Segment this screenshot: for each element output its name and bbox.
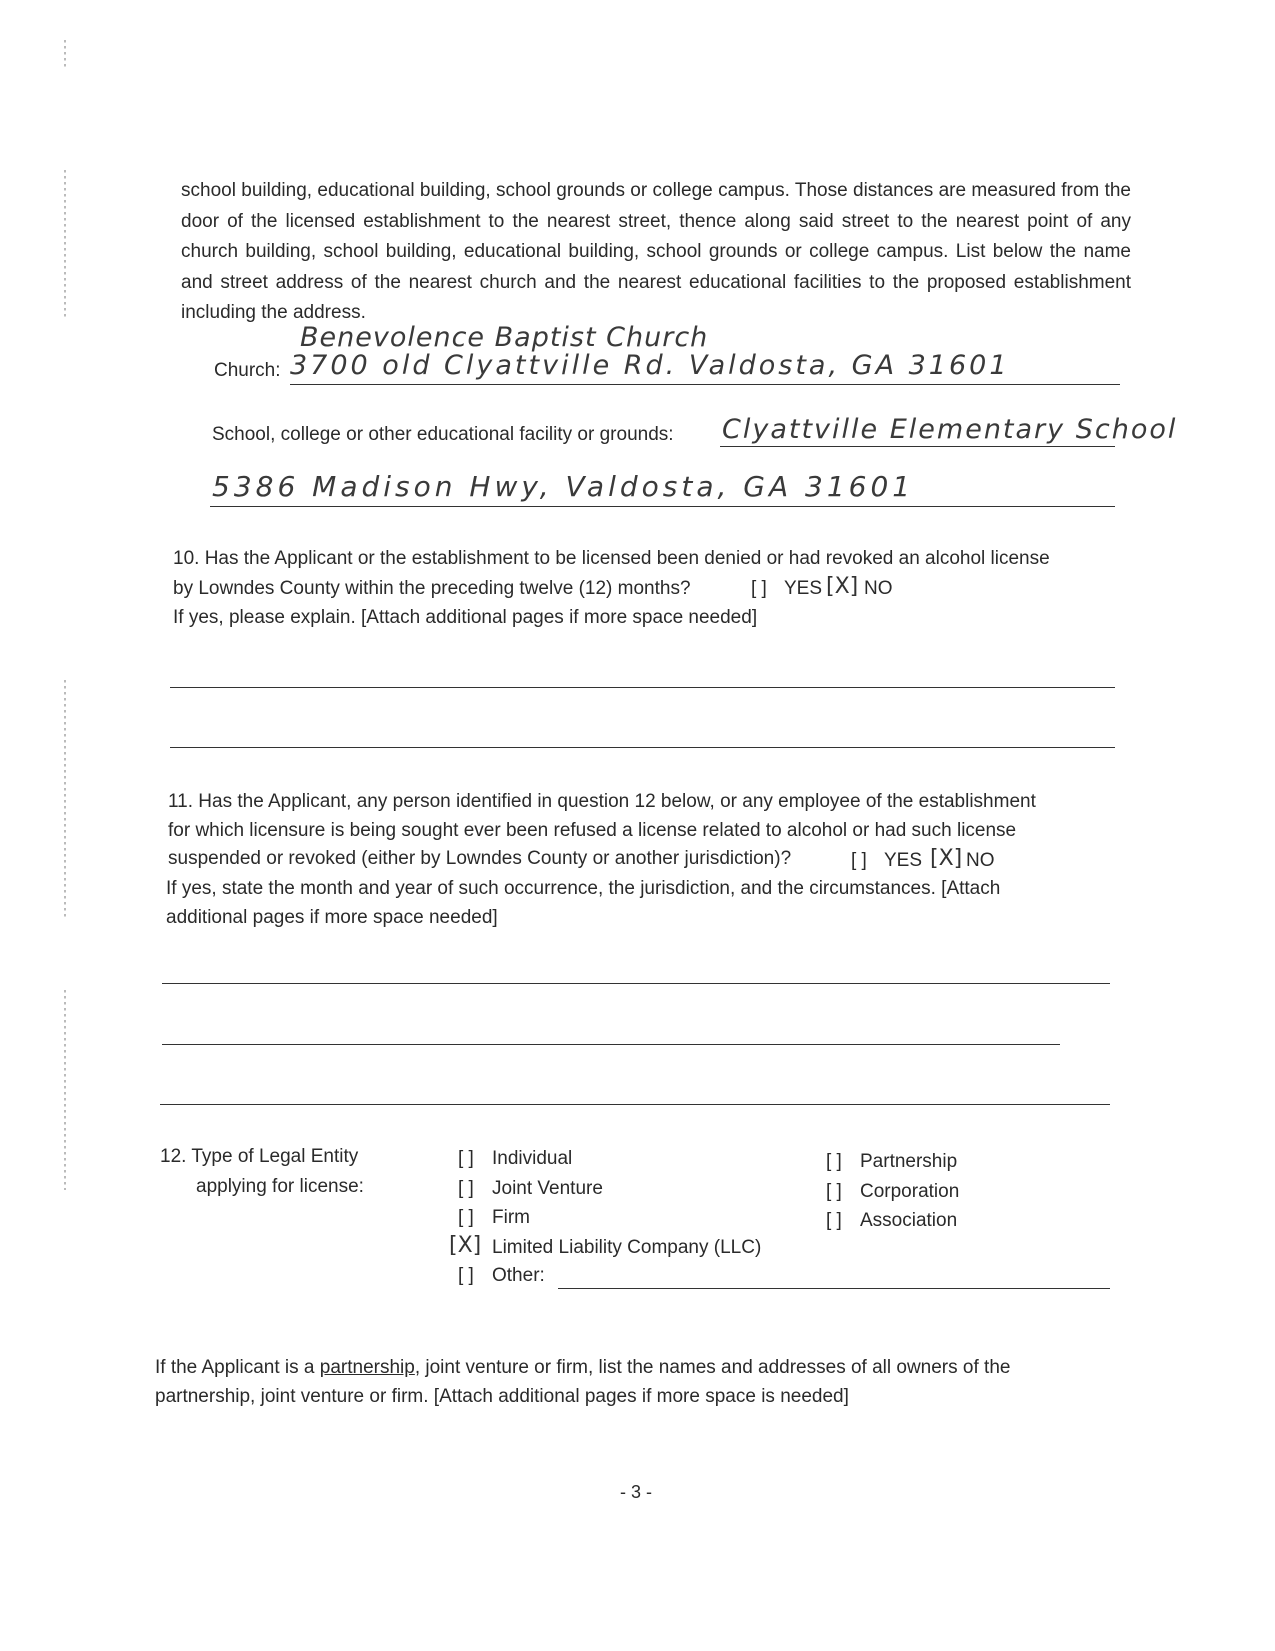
q10-no-checkbox[interactable]: [X] [826, 574, 859, 599]
q10-line1: 10. Has the Applicant or the establishment to be licensed been denied or had revoked an alcohol license [173, 548, 1050, 569]
q12-firm-checkbox[interactable]: [ ] [458, 1207, 474, 1228]
q11-answer-line-2[interactable] [162, 1044, 1060, 1045]
q10-line3: If yes, please explain. [Attach additional pages if more space needed] [173, 607, 758, 628]
school-line-1 [720, 446, 1115, 447]
q12-individual-label: Individual [492, 1148, 573, 1169]
church-name-value[interactable]: Benevolence Baptist Church [300, 322, 709, 353]
q10-line2: by Lowndes County within the preceding twelve (12) months? [173, 578, 691, 599]
intro-paragraph: school building, educational building, school grounds or college campus. Those distances are measured from the door of the licensed establishment to the nearest street, thence along said street to the nearest point of any church building, school building, educational building, school grounds or college campus. List below the name and street address of the nearest church and the nearest educational facilities to the proposed establishment including the address. [181, 180, 1131, 323]
scan-edge-mark [64, 40, 66, 70]
church-line [290, 384, 1120, 385]
q12-other-label: Other: [492, 1265, 545, 1286]
school-address-value[interactable]: 5386 Madison Hwy, Valdosta, GA 31601 [212, 470, 915, 503]
q11-yes-checkbox[interactable]: [ ] [851, 850, 867, 871]
q11-no-checkbox[interactable]: [X] [930, 846, 963, 871]
q10-answer-line-1[interactable] [170, 687, 1115, 688]
partnership-text-before: If the Applicant is a [155, 1357, 320, 1378]
q11-line5: additional pages if more space needed] [166, 907, 498, 928]
q11-answer-line-3[interactable] [160, 1104, 1110, 1105]
q12-association-checkbox[interactable]: [ ] [826, 1210, 842, 1231]
q12-association-label: Association [860, 1210, 958, 1231]
church-label: Church: [214, 360, 281, 381]
q12-firm-label: Firm [492, 1207, 530, 1228]
scan-edge-mark [64, 680, 66, 920]
q12-other-checkbox[interactable]: [ ] [458, 1265, 474, 1286]
page-number: - 3 - [620, 1482, 653, 1502]
q12-joint-venture-label: Joint Venture [492, 1178, 603, 1199]
partnership-text-after: , joint venture or firm, list the names and addresses of all owners of the [414, 1357, 1011, 1378]
q12-individual-checkbox[interactable]: [ ] [458, 1148, 474, 1169]
school-label: School, college or other educational facility or grounds: [212, 424, 674, 445]
q10-yes-checkbox[interactable]: [ ] [751, 578, 767, 599]
q11-line3: suspended or revoked (either by Lowndes County or another jurisdiction)? [168, 848, 792, 869]
q12-corporation-checkbox[interactable]: [ ] [826, 1181, 842, 1202]
q11-answer-line-1[interactable] [162, 983, 1110, 984]
q12-llc-checkbox[interactable]: [X] [449, 1233, 482, 1258]
q12-llc-label: Limited Liability Company (LLC) [492, 1237, 762, 1258]
q12-other-line[interactable] [558, 1288, 1110, 1289]
q12-corporation-label: Corporation [860, 1181, 960, 1202]
church-address-value[interactable]: 3700 old Clyattville Rd. Valdosta, GA 31601 [290, 350, 1010, 381]
q11-no-label: NO [966, 850, 995, 871]
q11-yes-label: YES [884, 850, 923, 871]
q12-joint-venture-checkbox[interactable]: [ ] [458, 1178, 474, 1199]
q11-line4: If yes, state the month and year of such occurrence, the jurisdiction, and the circumstances. [Attach [166, 878, 1001, 899]
q12-partnership-checkbox[interactable]: [ ] [826, 1151, 842, 1172]
q12-partnership-label: Partnership [860, 1151, 958, 1172]
q10-yes-label: YES [784, 578, 823, 599]
q11-line2: for which licensure is being sought ever been refused a license related to alcohol or had such license [168, 820, 1017, 841]
q12-label-line1: 12. Type of Legal Entity [160, 1146, 359, 1167]
partnership-line2: partnership, joint venture or firm. [Attach additional pages if more space is needed] [155, 1386, 849, 1407]
partnership-line1 [155, 1357, 1010, 1379]
q10-answer-line-2[interactable] [170, 747, 1115, 748]
school-line-2 [210, 506, 1115, 507]
q11-line1: 11. Has the Applicant, any person identified in question 12 below, or any employee of the establishment [168, 791, 1036, 812]
scan-edge-mark [64, 990, 66, 1190]
partnership-underlined-word: partnership [319, 1357, 415, 1378]
scan-edge-mark [64, 170, 66, 320]
q10-no-label: NO [864, 578, 893, 599]
school-name-value[interactable]: Clyattville Elementary School [722, 414, 1178, 445]
q12-label-line2: applying for license: [196, 1176, 364, 1197]
